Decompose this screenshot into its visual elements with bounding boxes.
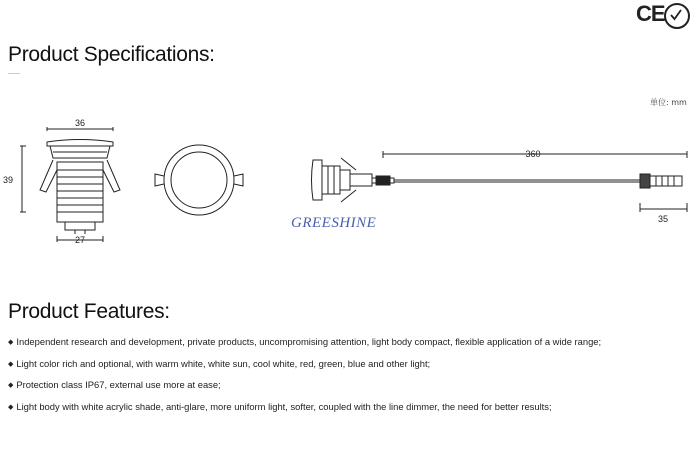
dimension-connector-length: 35 [657,214,669,224]
brand-watermark: GREESHINE [291,215,377,231]
diamond-bullet-icon: ◆ [8,360,14,368]
feature-text: Protection class IP67, external use more at ease; [16,379,221,390]
list-item [8,379,601,401]
list-item [8,336,601,358]
feature-text: Light color rich and optional, with warm white, white sun, cool white, red, green, blue and other light; [16,357,431,369]
ce-mark-icon: CE [636,1,665,26]
ccc-check-icon [664,3,690,29]
list-item [8,401,601,423]
divider [8,73,20,74]
profile-view [312,151,688,212]
dimension-height: 39 [3,175,14,185]
specifications-heading: Product Specifications: [8,43,215,66]
feature-text: Light body with white acrylic shade, anti-glare, more uniform light, softer, coupled with the line dimmer, the need for better results; [16,400,552,412]
diamond-bullet-icon: ◆ [8,382,14,389]
features-list [8,336,601,422]
side-view [20,127,120,242]
dimension-cable-length: 360 [525,149,541,159]
front-view [155,145,243,215]
dimension-body-diameter: 27 [74,235,86,245]
list-item [8,358,601,380]
diamond-bullet-icon: ◆ [8,339,14,346]
unit-note: 单位: mm [650,98,687,107]
dimension-head-diameter: 36 [74,118,86,128]
diamond-bullet-icon: ◆ [8,403,14,411]
features-heading: Product Features: [8,300,170,323]
feature-text: Independent research and development, private products, uncompromising attention, light body compact, flexible application of a wide range; [16,336,602,347]
